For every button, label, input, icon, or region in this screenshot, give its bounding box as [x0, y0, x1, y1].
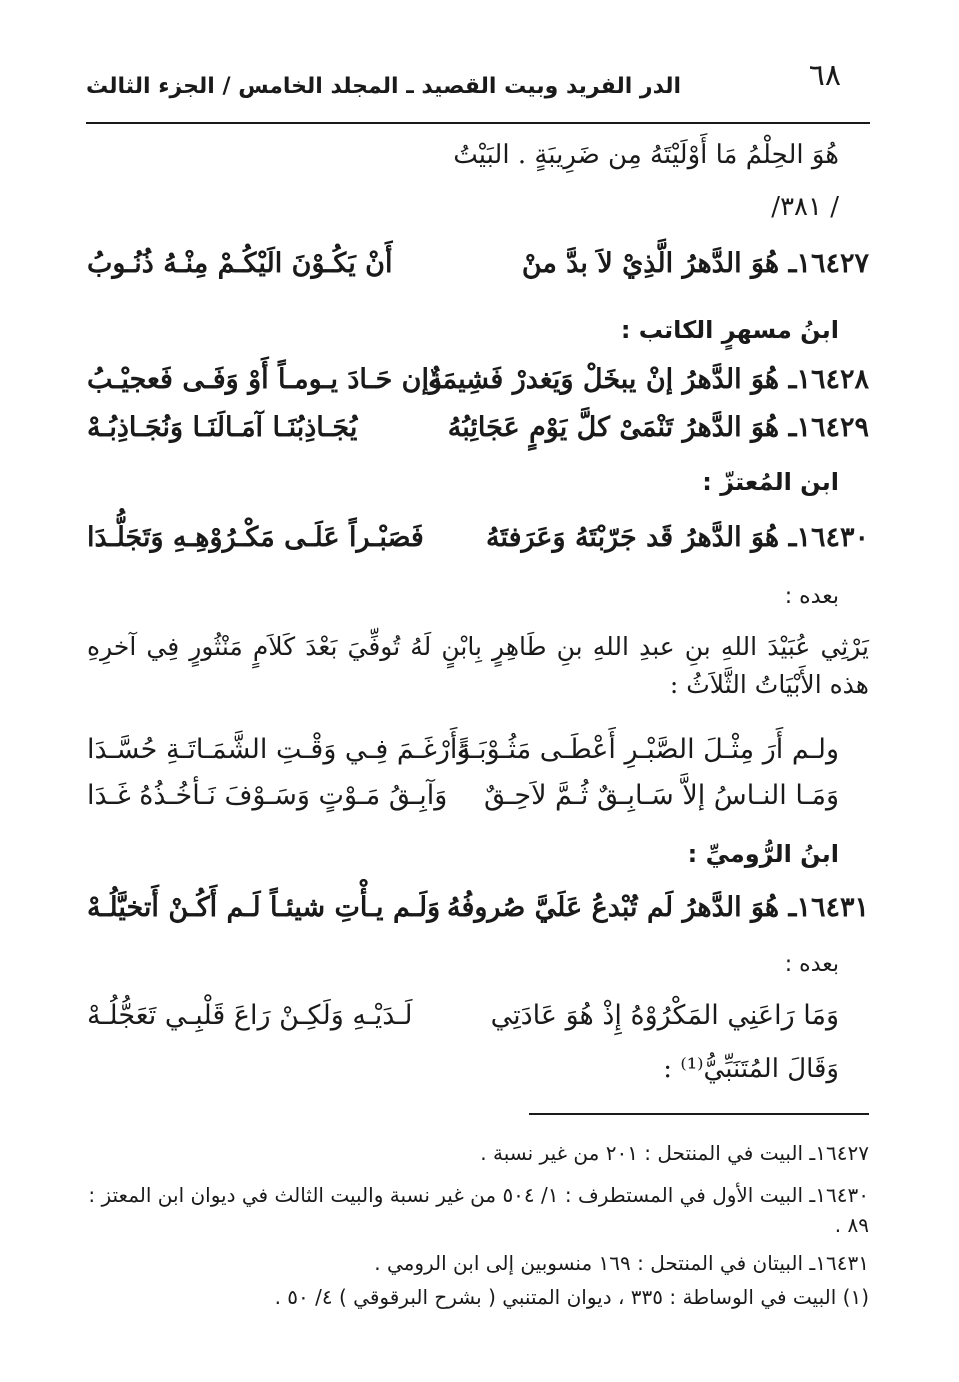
after-label: بعده : [784, 952, 839, 977]
verse-first-hemistich: وَمَا رَاعَنِي المَكْرُوْهُ إِذْ هُوَ عَادَتِي [490, 1000, 839, 1031]
verse-first-hemistich: ١٦٤٣١ـ هُوَ الدَّهرُ لَم تُبْدعُ عَلَيَّ صُروفُهُ [447, 892, 869, 923]
verse-second-hemistich: أَنْ يَكُـوْنَ الَيْكُـمْ مِنْـهُ ذُنُـوبُ [87, 248, 393, 279]
verse-second-hemistich: وَلَـم يـأْتِ شيئـاً لَـم أَكُـنْ أَتخيَّلُـهْ [87, 892, 441, 923]
verse-16429 [87, 412, 869, 456]
verse-16428 [87, 364, 869, 408]
footnote-16431: ١٦٤٣١ـ البيتان في المنتحل : ١٦٩ منسوبين إلى ابن الرومي . [374, 1251, 869, 1275]
footnote-1: (١) البيت في الوساطة : ٣٣٥ ، ديوان المتنبي ( بشرح البرقوقي ) ٤/ ٥٠ . [274, 1285, 869, 1309]
verse-second-hemistich: لَـدَيْـهِ وَلَكِـنْ رَاعَ قَلْبِـي تَعَجُّلُـهْ [87, 1000, 413, 1031]
header-rule [86, 122, 870, 124]
intro-line-1: هُوَ الحِلْمُ مَا أَوْلَيْتَهُ مِن ضَرِيبَةٍ . البَيْتُ [453, 140, 839, 170]
verse-first-hemistich: ولـم أَرَ مِثْـلَ الصَّبْـرِ أَعْطَـى مَثُـوْبَـةً [456, 734, 839, 765]
verse-second-hemistich: يُجَـاذِبُنَـا آمَـالَنَـا وَنُجَـاذِبُـهْ [87, 412, 358, 443]
mutanabbi-label: وَقَالَ المُتَنَبِّيُّ⁽¹⁾ : [663, 1054, 839, 1084]
verse-first-hemistich: ١٦٤٢٩ـ هُوَ الدَّهرُ تَنْمَىْ كلَّ يَوْمٍ عَجَائِبُهُ [447, 412, 869, 443]
verse-second-hemistich: فَصَبْـراً عَلَـى مَكْـرُوْهِـهِ وَتَجَلُّـدَا [87, 522, 424, 553]
intro-line-2: / ٣٨١/ [771, 192, 839, 222]
verse-plain-2 [87, 780, 839, 824]
page-number: ٦٨ [808, 58, 841, 93]
verse-first-hemistich: وَمَـا النـاسُ إلاَّ سَـابِـقٌ ثُـمَّ لاَحِـقٌ [483, 780, 839, 811]
verse-16427 [87, 248, 869, 292]
verse-second-hemistich: وَآبِـقُ مَـوْتٍ وَسَـوْفَ نَـأخُـذُهُ غَـدَا [87, 780, 448, 811]
verse-second-hemistich: وإن حَـادَ يـومـاً أَوْ وَفَـى فَعجيْـبُ [87, 364, 443, 395]
verse-first-hemistich: ١٦٤٢٨ـ هُوَ الدَّهرُ إنْ يبخَلْ وَيَغدرْ فَشِيمَةٌ [428, 364, 869, 395]
verse-16430 [87, 522, 869, 566]
footnote-16430: ١٦٤٣٠ـ البيت الأول في المستطرف : ١/ ٥٠٤ من غير نسبة والبيت الثالث في ديوان ابن المعتز : ٨٩ . [88, 1183, 869, 1237]
prose-paragraph: يَرْثِي عُبَيْدَ اللهِ بنِ عبدِ اللهِ بنِ طَاهِرٍ بِابْنٍ لَهُ تُوفِّيَ بَعْدَ كَلاَمٍ مَنْثُورٍ فِي آخرِهِ هذه الأَبْيَاتُ الثَّلاَثُ : [87, 632, 869, 699]
verse-second-hemistich: وَأَرْغَـمَ فِـي وَقْـتِ الشَّمَـاتَـةِ حُسَّـدَا [87, 734, 471, 765]
verse-first-hemistich: ١٦٤٣٠ـ هُوَ الدَّهرُ قَد جَرّبْتَهُ وَعَرَفتَهُ [485, 522, 869, 553]
poet-heading: ابن المُعتزّ : [702, 468, 839, 496]
verse-16431 [87, 892, 869, 936]
verse-first-hemistich: ١٦٤٢٧ـ هُوَ الدَّهرُ الَّذِيْ لاَ بدَّ منْ [521, 248, 869, 279]
running-head: الدر الفريد وبيت القصيد ـ المجلد الخامس / الجزء الثالث [86, 74, 682, 99]
footnote-16427: ١٦٤٢٧ـ البيت في المنتحل : ٢٠١ من غير نسبة . [480, 1141, 869, 1165]
verse-plain-1 [87, 734, 839, 778]
poet-heading: ابنُ مسهرٍ الكاتب : [620, 316, 839, 344]
footnote-rule [529, 1113, 869, 1115]
after-label: بعده : [784, 584, 839, 609]
verse-plain-3 [87, 1000, 839, 1044]
poet-heading: ابنُ الرُّوميِّ : [687, 840, 839, 868]
